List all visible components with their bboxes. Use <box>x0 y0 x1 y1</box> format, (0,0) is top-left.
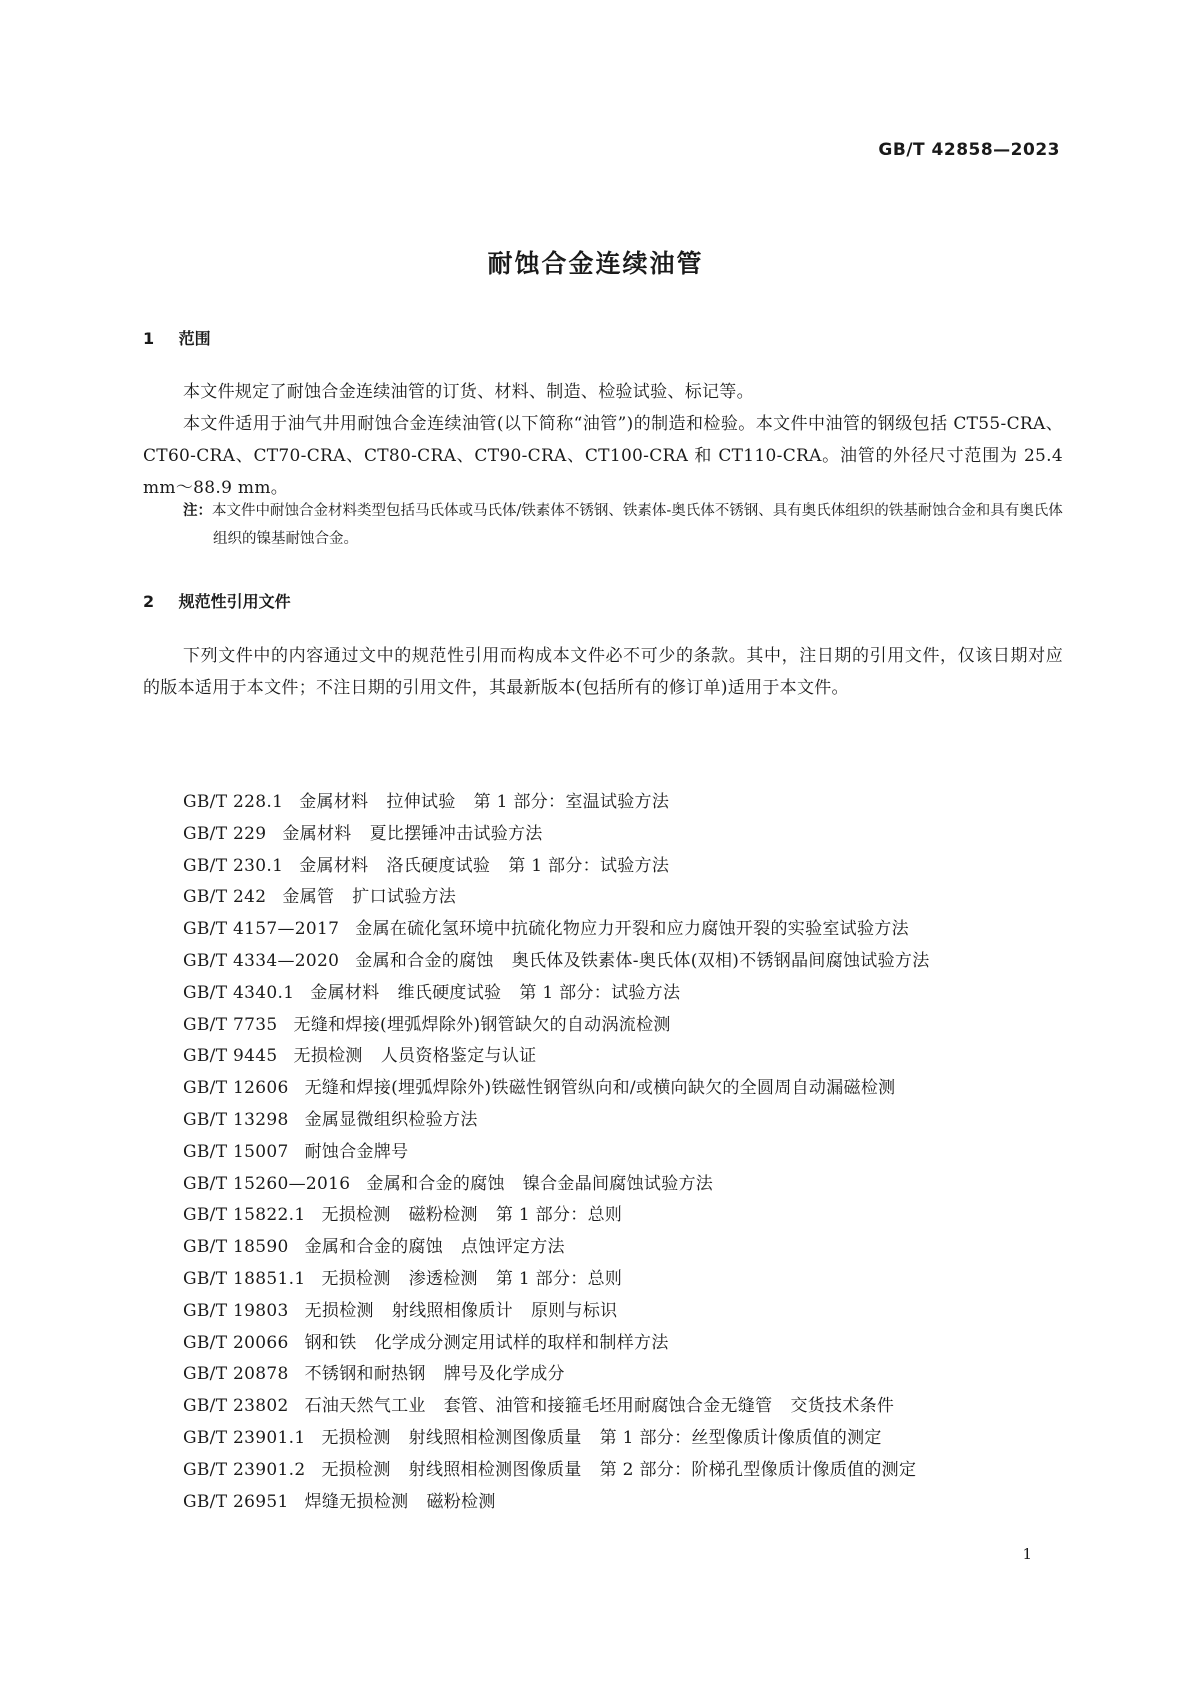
reference-code: GB/T 23901.2 <box>183 1459 306 1480</box>
reference-code: GB/T 23901.1 <box>183 1427 306 1448</box>
reference-title-part: 金属管 <box>282 887 335 908</box>
reference-title-part: 第 1 部分：总则 <box>495 1205 623 1226</box>
reference-item <box>143 1137 1063 1169</box>
reference-title-part: 第 1 部分：试验方法 <box>519 982 681 1003</box>
reference-item <box>143 1391 1063 1423</box>
reference-item <box>143 787 1063 819</box>
reference-title-part: 射线照相像质计 <box>391 1300 513 1321</box>
reference-item <box>143 1328 1063 1360</box>
reference-title-part: 耐蚀合金牌号 <box>304 1141 409 1162</box>
reference-title-part: 奥氏体及铁素体-奥氏体(双相)不锈钢晶间腐蚀试验方法 <box>511 950 930 971</box>
reference-list <box>143 787 1063 1518</box>
reference-code: GB/T 4157—2017 <box>183 919 340 940</box>
reference-item <box>143 819 1063 851</box>
reference-title-part: 夏比摆锤冲击试验方法 <box>369 823 543 844</box>
reference-title-part: 人员资格鉴定与认证 <box>380 1046 537 1067</box>
reference-item <box>143 1423 1063 1455</box>
reference-item <box>143 914 1063 946</box>
reference-title-part: 维氏硬度试验 <box>397 982 502 1003</box>
reference-title-part: 不锈钢和耐热钢 <box>304 1364 426 1385</box>
reference-code: GB/T 4340.1 <box>183 982 295 1003</box>
reference-title-part: 第 1 部分：室温试验方法 <box>473 792 670 812</box>
reference-title-part: 射线照相检测图像质量 <box>408 1427 582 1448</box>
reference-title-part: 镍合金晶间腐蚀试验方法 <box>522 1173 714 1194</box>
reference-item <box>143 1455 1063 1487</box>
reference-code: GB/T 7735 <box>183 1014 278 1035</box>
reference-code: GB/T 15007 <box>183 1141 289 1162</box>
reference-title-part: 第 1 部分：丝型像质计像质值的测定 <box>599 1427 882 1448</box>
document-title: 耐蚀合金连续油管 <box>487 249 704 278</box>
reference-title-part: 磁粉检测 <box>408 1205 478 1226</box>
note-text: 本文件中耐蚀合金材料类型包括马氏体或马氏体/铁素体不锈钢、铁素体-奥氏体不锈钢、具有奥氏体组织的铁基耐蚀合金和具有奥氏体组织的镍基耐蚀合金。 <box>212 503 1063 547</box>
reference-code: GB/T 18590 <box>183 1237 289 1258</box>
reference-item <box>143 1487 1063 1519</box>
reference-item <box>143 978 1063 1010</box>
reference-title-part: 金属材料 <box>299 855 369 876</box>
reference-title-part: 金属材料 <box>282 823 352 844</box>
reference-item <box>143 1232 1063 1264</box>
reference-title-part: 第 1 部分：总则 <box>495 1268 623 1289</box>
reference-title-part: 无损检测 <box>321 1205 391 1226</box>
section-title: 规范性引用文件 <box>178 592 291 611</box>
reference-code: GB/T 12606 <box>183 1078 289 1099</box>
reference-title-part: 牌号及化学成分 <box>443 1364 565 1385</box>
reference-item <box>143 1296 1063 1328</box>
reference-title-part: 无缝和焊接(埋弧焊除外)铁磁性钢管纵向和/或横向缺欠的全圆周自动漏磁检测 <box>304 1078 896 1099</box>
reference-title-part: 渗透检测 <box>408 1268 478 1289</box>
reference-title-part: 无损检测 <box>321 1268 391 1289</box>
reference-title-part: 无损检测 <box>293 1046 363 1067</box>
reference-item <box>143 882 1063 914</box>
reference-item <box>143 1010 1063 1042</box>
scope-paragraph-1: 本文件规定了耐蚀合金连续油管的订货、材料、制造、检验试验、标记等。 <box>183 382 754 402</box>
reference-title-part: 射线照相检测图像质量 <box>408 1459 582 1480</box>
reference-code: GB/T 13298 <box>183 1109 289 1130</box>
section-number: 2 <box>143 592 155 611</box>
reference-code: GB/T 4334—2020 <box>183 950 340 971</box>
reference-code: GB/T 20066 <box>183 1332 289 1353</box>
reference-title-part: 金属和合金的腐蚀 <box>355 950 494 971</box>
reference-title-part: 金属材料 <box>310 982 380 1003</box>
reference-code: GB/T 15822.1 <box>183 1205 306 1226</box>
reference-title-part: 第 2 部分：阶梯孔型像质计像质值的测定 <box>599 1459 917 1480</box>
reference-code: GB/T 9445 <box>183 1046 278 1067</box>
reference-code: GB/T 26951 <box>183 1491 289 1512</box>
reference-item <box>143 1359 1063 1391</box>
section-1-heading <box>143 326 211 349</box>
reference-code: GB/T 19803 <box>183 1300 289 1321</box>
reference-title-part: 无损检测 <box>321 1427 391 1448</box>
reference-title-part: 无缝和焊接(埋弧焊除外)钢管缺欠的自动涡流检测 <box>293 1014 671 1035</box>
reference-item <box>143 1200 1063 1232</box>
references-intro: 下列文件中的内容通过文中的规范性引用而构成本文件必不可少的条款。其中，注日期的引用文件，仅该日期对应的版本适用于本文件；不注日期的引用文件，其最新版本(包括所有的修订单)适用于本文件。 <box>143 646 1063 698</box>
reference-code: GB/T 230.1 <box>183 855 284 876</box>
scope-note <box>183 497 1063 553</box>
reference-code: GB/T 18851.1 <box>183 1268 306 1289</box>
section-number: 1 <box>143 329 155 348</box>
reference-title-part: 钢和铁 <box>304 1332 357 1353</box>
reference-item <box>143 1041 1063 1073</box>
reference-title-part: 无损检测 <box>304 1300 374 1321</box>
reference-title-part: 金属材料 <box>299 792 369 812</box>
reference-item <box>143 1169 1063 1201</box>
reference-item <box>143 946 1063 978</box>
section-2-heading <box>143 589 291 612</box>
reference-title-part: 焊缝无损检测 <box>304 1491 409 1512</box>
reference-code: GB/T 20878 <box>183 1364 289 1385</box>
reference-title-part: 化学成分测定用试样的取样和制样方法 <box>374 1332 669 1353</box>
reference-title-part: 原则与标识 <box>530 1300 618 1321</box>
reference-title-part: 金属和合金的腐蚀 <box>366 1173 505 1194</box>
reference-code: GB/T 228.1 <box>183 792 284 812</box>
reference-item <box>143 851 1063 883</box>
reference-title-part: 磁粉检测 <box>426 1491 496 1512</box>
standard-code: GB/T 42858—2023 <box>878 140 1060 160</box>
reference-title-part: 石油天然气工业 <box>304 1396 426 1417</box>
reference-title-part: 点蚀评定方法 <box>461 1237 565 1258</box>
reference-title-part: 交货技术条件 <box>790 1396 895 1417</box>
page-number: 1 <box>1022 1545 1032 1563</box>
reference-title-part: 金属在硫化氢环境中抗硫化物应力开裂和应力腐蚀开裂的实验室试验方法 <box>355 919 909 940</box>
reference-title-part: 无损检测 <box>321 1459 391 1480</box>
reference-title-part: 拉伸试验 <box>386 792 456 812</box>
reference-item <box>143 1073 1063 1105</box>
scope-paragraph-2: 本文件适用于油气井用耐蚀合金连续油管(以下简称“油管”)的制造和检验。本文件中油管的钢级包括 CT55-CRA、CT60-CRA、CT70-CRA、CT80-CRA、CT90-CRA、CT100-CRA 和 CT110-CRA。油管的外径尺寸范围为 25.4 mm～88.9 mm。 <box>143 414 1063 498</box>
reference-title-part: 金属显微组织检验方法 <box>304 1109 478 1130</box>
note-label: 注： <box>183 503 212 519</box>
reference-item <box>143 1264 1063 1296</box>
section-title: 范围 <box>178 329 211 348</box>
reference-code: GB/T 23802 <box>183 1396 289 1417</box>
reference-code: GB/T 242 <box>183 887 267 908</box>
reference-code: GB/T 229 <box>183 823 267 844</box>
reference-title-part: 第 1 部分：试验方法 <box>508 855 670 876</box>
reference-code: GB/T 15260—2016 <box>183 1173 351 1194</box>
reference-title-part: 金属和合金的腐蚀 <box>304 1237 444 1258</box>
reference-title-part: 扩口试验方法 <box>352 887 457 908</box>
reference-title-part: 洛氏硬度试验 <box>386 855 491 876</box>
reference-item <box>143 1105 1063 1137</box>
reference-title-part: 套管、油管和接箍毛坯用耐腐蚀合金无缝管 <box>443 1396 773 1417</box>
